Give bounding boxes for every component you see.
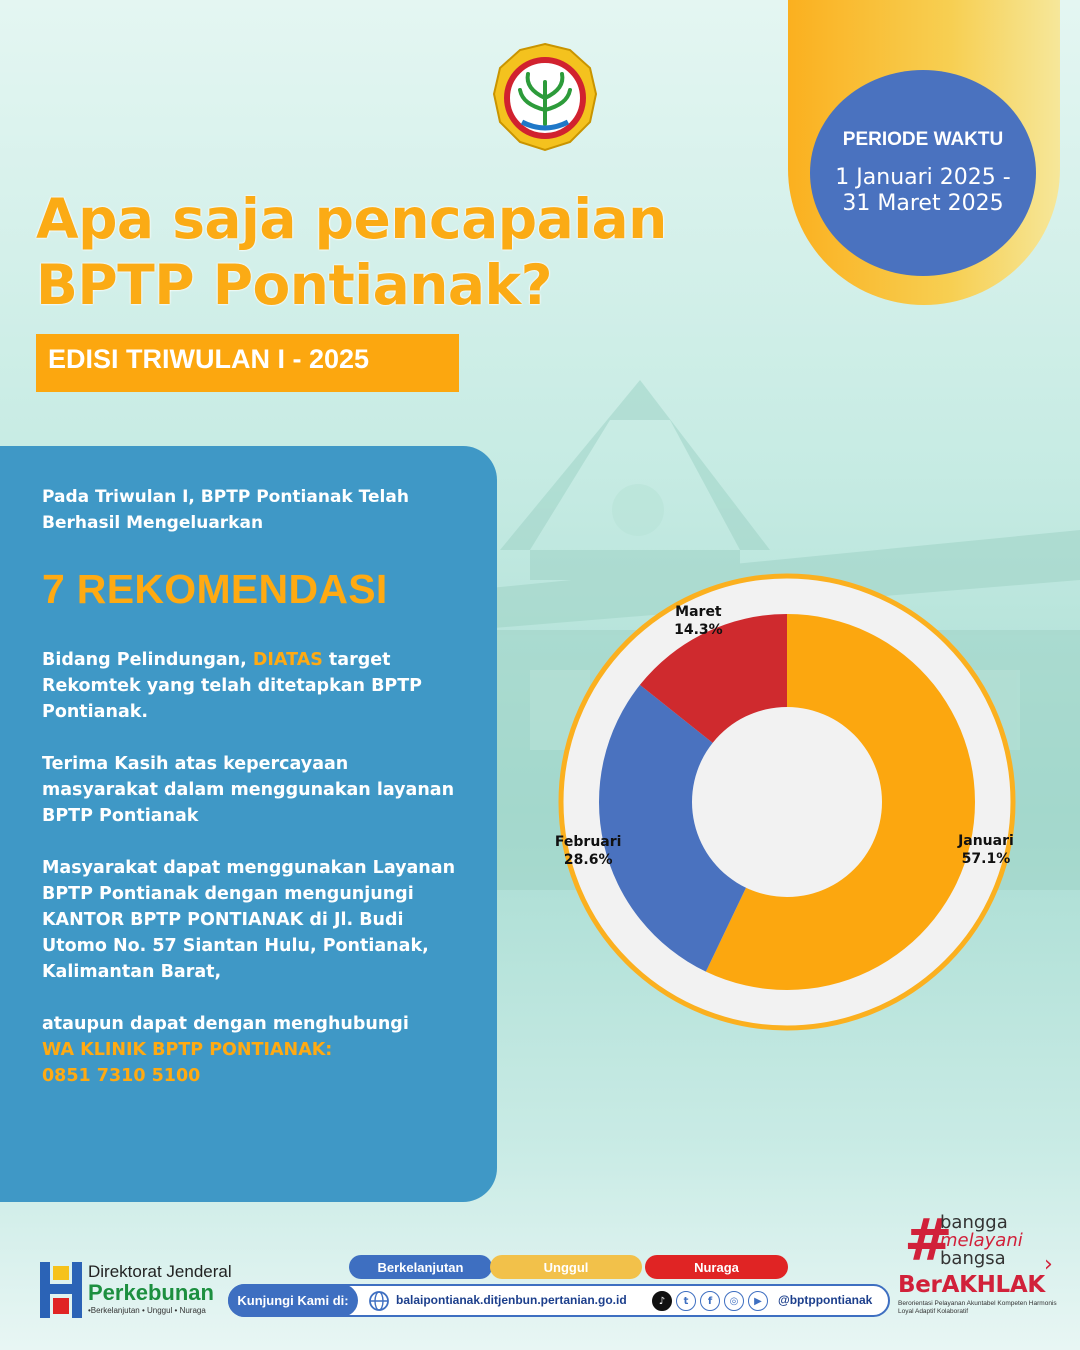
visit-label: Kunjungi Kami di: bbox=[228, 1284, 358, 1317]
globe-icon bbox=[368, 1290, 390, 1312]
youtube-icon[interactable]: ▶ bbox=[748, 1291, 768, 1311]
value-pill-unggul: Unggul bbox=[490, 1255, 642, 1279]
slice-label-januari: Januari bbox=[958, 833, 1014, 850]
panel-paragraph-1: Bidang Pelindungan, DIATAS target Rekomtek yang telah ditetapkan BPTP Pontianak. bbox=[42, 650, 423, 722]
hashtag-line-2: melayani bbox=[940, 1230, 1023, 1251]
slice-percent-maret: 14.3% bbox=[674, 622, 723, 639]
website-link[interactable]: balaipontianak.ditjenbun.pertanian.go.id bbox=[396, 1293, 627, 1307]
hashtag-icon: # bbox=[904, 1206, 953, 1274]
hashtag-line-1: bangga bbox=[940, 1212, 1008, 1233]
period-range: 1 Januari 2025 - 31 Maret 2025 bbox=[835, 165, 1011, 216]
headline-line-1: Apa saja pencapaian bbox=[36, 187, 667, 251]
panel-paragraph-4 bbox=[42, 1011, 462, 1089]
recommendation-count: 7 REKOMENDASI bbox=[42, 566, 388, 612]
directorate-mark-icon bbox=[40, 1262, 82, 1318]
hashtag-line-3: bangsa bbox=[940, 1248, 1006, 1269]
facebook-icon[interactable]: f bbox=[700, 1291, 720, 1311]
directorate-line-1: Direktorat Jenderal bbox=[88, 1262, 232, 1281]
slice-percent-januari: 57.1% bbox=[961, 851, 1011, 868]
berakhlak-title: BerAKHLAK bbox=[898, 1272, 1045, 1298]
highlight-diatas: DIATAS bbox=[252, 650, 323, 670]
directorate-tagline: •Berkelanjutan • Unggul • Nuraga bbox=[88, 1306, 206, 1315]
contact-text: ataupun dapat dengan menghubungi bbox=[42, 1014, 409, 1034]
slice-percent-februari: 28.6% bbox=[563, 851, 613, 868]
info-panel bbox=[0, 446, 497, 1202]
panel-intro: Pada Triwulan I, BPTP Pontianak Telah Berhasil Mengeluarkan bbox=[42, 487, 409, 533]
value-pill-berkelanjutan: Berkelanjutan bbox=[349, 1255, 492, 1279]
visit-bar bbox=[228, 1284, 890, 1317]
social-handle[interactable]: @bptppontianak bbox=[778, 1293, 873, 1307]
donut-chart bbox=[505, 568, 1063, 1034]
berakhlak-subtitle: Berorientasi Pelayanan Akuntabel Kompeten Harmonis Loyal Adaptif Kolaboratif bbox=[898, 1300, 1057, 1315]
period-badge bbox=[810, 70, 1036, 276]
tiktok-icon[interactable]: ♪ bbox=[652, 1291, 672, 1311]
panel-paragraph-3: Masyarakat dapat menggunakan Layanan BPTP Pontianak dengan mengunjungi KANTOR BPTP PONTIANAK di Jl. Budi Utomo No. 57 Siantan Hulu, Pontianak, Kalimantan Barat, bbox=[42, 858, 456, 982]
value-pill-nuraga: Nuraga bbox=[645, 1255, 788, 1279]
wa-clinic-label: WA KLINIK BPTP PONTIANAK: bbox=[42, 1040, 333, 1060]
headline-line-2: BPTP Pontianak? bbox=[36, 253, 552, 317]
directorate-line-2: Perkebunan bbox=[88, 1280, 214, 1305]
wa-phone-number: 0851 7310 5100 bbox=[42, 1066, 201, 1086]
edition-banner: EDISI TRIWULAN I - 2025 bbox=[36, 334, 459, 392]
kementan-logo bbox=[492, 42, 598, 152]
instagram-icon[interactable]: ◎ bbox=[724, 1291, 744, 1311]
slice-label-februari: Februari bbox=[554, 833, 622, 850]
chevron-right-icon: › bbox=[1044, 1252, 1053, 1277]
headline bbox=[36, 186, 756, 318]
period-label: PERIODE WAKTU bbox=[842, 129, 1004, 150]
berakhlak-logo bbox=[898, 1206, 1058, 1320]
twitter-icon[interactable]: t bbox=[676, 1291, 696, 1311]
slice-label-maret: Maret bbox=[675, 604, 722, 621]
panel-paragraph-2: Terima Kasih atas kepercayaan masyarakat dalam menggunakan layanan BPTP Pontianak bbox=[42, 754, 455, 826]
